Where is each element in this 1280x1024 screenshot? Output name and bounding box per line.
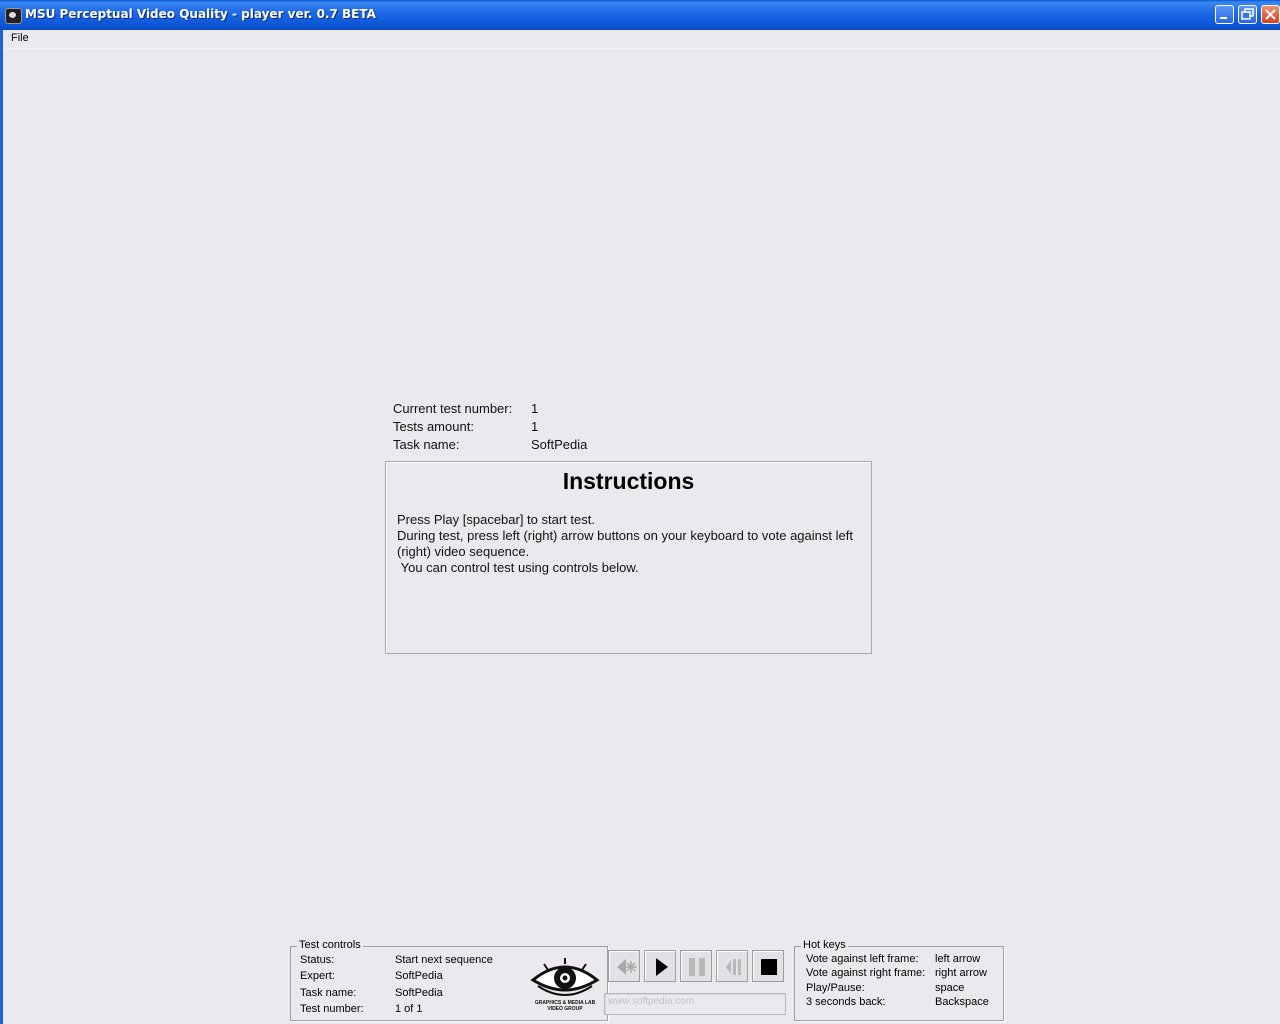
current-test-value: 1 [531, 401, 539, 416]
menu-bar [3, 30, 1280, 49]
hotkey-key: right arrow [935, 967, 987, 979]
hotkey-action: Vote against right frame: [806, 967, 926, 979]
close-button[interactable] [1261, 5, 1280, 24]
tests-amount-label: Tests amount: [393, 419, 474, 434]
minimize-icon [1216, 6, 1233, 23]
current-test-label: Current test number: [393, 401, 513, 416]
hotkey-action: Vote against left frame: [806, 953, 919, 965]
status-value: Start next sequence [395, 954, 493, 966]
task-value: SoftPedia [395, 987, 443, 999]
status-label: Status: [300, 954, 335, 966]
restore-button[interactable] [1238, 5, 1257, 24]
stop-button[interactable] [752, 950, 784, 982]
task-name-value: SoftPedia [531, 437, 588, 452]
close-icon [1262, 6, 1279, 23]
hotkey-key: left arrow [935, 953, 981, 965]
hot-keys-group [794, 939, 1004, 1021]
restore-icon [1239, 6, 1256, 23]
logo-line: GRAPHICS & MEDIA LAB [534, 1000, 596, 1006]
task-label: Task name: [300, 987, 357, 999]
hotkey-action: Play/Pause: [806, 982, 865, 994]
minimize-button[interactable] [1215, 5, 1234, 24]
logo-caption [530, 1000, 600, 1012]
step-back-icon [717, 951, 749, 983]
instructions-line: During test, press left (right) arrow buttons on your keyboard to vote against left (right) video sequence. [397, 528, 857, 559]
hot-keys-legend: Hot keys [803, 939, 846, 951]
tests-amount-value: 1 [531, 419, 539, 434]
test-controls-legend: Test controls [299, 939, 361, 951]
rewind-icon [609, 951, 641, 983]
window-title: MSU Perceptual Video Quality - player ver. 0.7 BETA [25, 7, 376, 21]
instructions-line: You can control test using controls below. [397, 560, 639, 575]
expert-label: Expert: [300, 970, 335, 982]
watermark: www.softpedia.com [608, 996, 695, 1007]
play-button[interactable] [644, 950, 676, 982]
stop-icon [753, 951, 785, 983]
play-icon [645, 951, 677, 983]
hotkey-key: Backspace [935, 996, 989, 1008]
expert-value: SoftPedia [395, 970, 443, 982]
instructions-title: Instructions [562, 468, 695, 494]
menu-file[interactable]: File [11, 32, 29, 44]
test-number-label: Test number: [300, 1003, 364, 1015]
pause-button[interactable] [680, 950, 712, 982]
app-icon[interactable] [5, 8, 22, 24]
pause-icon [681, 951, 713, 983]
hotkey-action: 3 seconds back: [806, 996, 886, 1008]
instructions-panel [385, 461, 872, 654]
title-bar[interactable] [0, 0, 1280, 30]
test-number-value: 1 of 1 [395, 1003, 423, 1015]
rewind-button[interactable] [608, 950, 640, 982]
task-name-label: Task name: [393, 437, 460, 452]
instructions-text [397, 512, 862, 576]
step-back-button[interactable] [716, 950, 748, 982]
instructions-line: Press Play [spacebar] to start test. [397, 512, 595, 527]
logo-line: VIDEO GROUP [547, 1006, 583, 1012]
hotkey-key: space [935, 982, 965, 994]
